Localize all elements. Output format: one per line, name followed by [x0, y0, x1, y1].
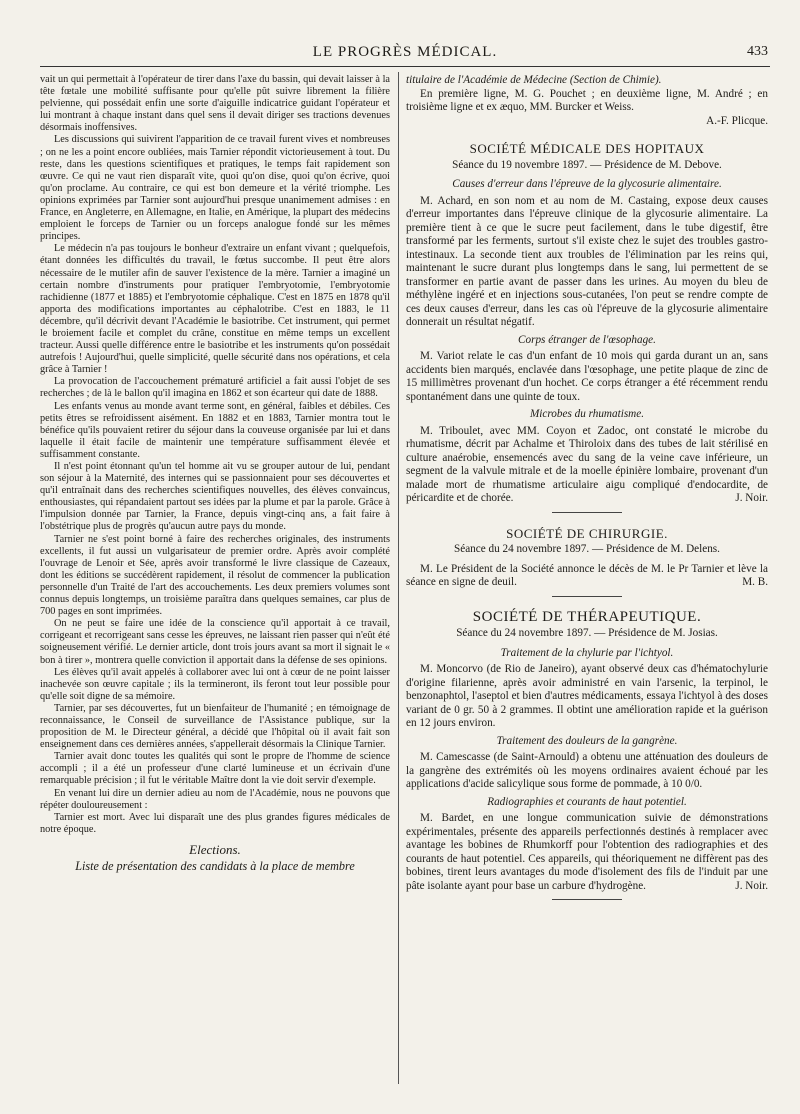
paragraph: Tarnier est mort. Avec lui disparaît une des plus grandes figures médicales de notre époque.	[40, 811, 390, 835]
author-signature: J. Noir.	[735, 879, 768, 892]
section-separator	[552, 596, 622, 597]
running-title: LE PROGRÈS MÉDICAL.	[312, 44, 498, 60]
topic-paragraph	[406, 195, 768, 330]
paragraph: vait un qui permettait à l'opérateur de tirer dans l'axe du bassin, qui devait laisser à la tête fœtale une mobilité suffisante pour qu'elle pût suivre librement la filière pelvienne, qui possédait enfin une sorte d'aiguille indicatrice guidant l'opérateur et lui montrant à chaque instant dans quel sens il devait diriger ses tractions devenues désormais inoffensives.	[40, 74, 390, 134]
paragraph: Il n'est point étonnant qu'un tel homme ait vu se grouper autour de lui, pendant son séjour à la Maternité, des internes qui se passionnaient pour ses découvertes et qu'il entraînait dans des recherches scientifiques nouvelles, des élèves convaincus, enthousiastes, qui répandaient partout ses idées par la plume et par la parole. Grâce à l'impulsion donnée par Tarnier, la France, depuis vingt-cinq ans, a fait faire à l'obstétrique plus de progrès qu'aucun autre pays du monde.	[40, 461, 390, 533]
paragraph: Le médecin n'a pas toujours le bonheur d'extraire un enfant vivant ; quelquefois, étant données les difficultés du travail, le fœtus succombe. Il peut être alors nécessaire de le mutiler afin de sauver l'existence de la mère. Tarnier a imaginé un certain nombre d'instruments pour pratiquer l'embryotomie, l'embryotomie rachidienne (1877 et 1885) et l'embryotomie céphalique. C'est en 1875 en 1878 qu'il apporta des modifications importantes au céphalotribe. C'est en 1883, le 11 décembre, qu'il décrivit devant l'Académie le basiotribe. Cet instrument, qui permet le broiement facile et complet du crâne, constitue en même temps un excellent tracteur. Aussi quelle différence entre le basiotribe et les instruments qu'on possédait autrefois ! Aujourd'hui, quelle simplicité, quelle sécurité dans nos opérations, et cela grâce à Tarnier !	[40, 243, 390, 376]
page-number: 433	[747, 44, 768, 59]
paragraph: Les discussions qui suivirent l'apparition de ce travail furent vives et nombreuses ; on ne les a point encore oubliées, mais Tarnier répondit victorieusement à tout. Du reste, dans les questions scientifiques et pratiques, le temps fait rapidement son œuvre. Ce qui ne vaut rien disparaît vite, quoi qu'on dise, quoi qu'on écrive, quoi qu'on proclame. Au contraire, ce qui est bon demeure et la vérité triomphe. Les opinions exprimées par Tarnier sont aujourd'hui presque unanimement admises : en France, en Angleterre, en Allemagne, en Italie, en Amérique, la plupart des médecins emploient le forceps de Tarnier ou un forceps analogue fondé sur les mêmes principes.	[40, 134, 390, 243]
elections-heading: Elections.	[189, 841, 241, 857]
topic-text: M. Variot relate le cas d'un enfant de 10 mois qui garda durant un an, sans accidents bien marqués, enclavée dans l'œsophage, une petite plaque de zinc de 15 millimètres provenant d'un hochet. Ce corps étranger a été récemment rendu spontanément dans une quinte de toux.	[406, 350, 768, 403]
topic-paragraph	[406, 663, 768, 731]
topic-text: M. Le Président de la Société annonce le décès de M. le Pr Tarnier et lève la séance en signe de deuil.	[406, 562, 768, 588]
section-separator	[552, 899, 622, 900]
academie-ranking: En première ligne, M. G. Pouchet ; en deuxième ligne, M. André ; en troisième ligne et ex æquo, MM. Burcker et Weiss.	[406, 87, 768, 113]
society-title: SOCIÉTÉ MÉDICALE DES HOPITAUX	[469, 141, 705, 156]
paragraph: Tarnier avait donc toutes les qualités qui sont le propre de l'homme de science accompli ; il a été un professeur d'une clarté lumineuse et un écrivain d'une remarquable précision ; il fut le véritable Maître dont la vie doit servir d'exemple.	[40, 751, 390, 787]
topic-paragraph	[406, 350, 768, 404]
paragraph: Tarnier, par ses découvertes, fut un bienfaiteur de l'humanité ; en témoignage de reconnaissance, le Conseil de surveillance de l'Assistance publique, sur la proposition de M. le Directeur général, a décidé que l'hôpital où il avait fait son enseignement dans ces dernières années, s'appellerait désormais la Clinique Tarnier.	[40, 702, 390, 751]
topic-text: M. Achard, en son nom et au nom de M. Castaing, expose deux causes d'erreur importantes dans l'épreuve clinique de la glycosurie alimentaire. La première tient à ce que le sucre peut facilement, dans le tube digestif, être transformé par les ferments, surtout s'il existe chez le sujet des troubles gastro-intestinaux. La seconde tient aux troubles de l'élimination par les reins qui, maintenant le sucre durant plus longtemps dans le sang, lui permettent de se transformer en partie avant de passer dans les urines. Au moyen du bleu de méthylène ingéré et en injections sous-cutanées, l'on peut se rendre compte de ces deux causes d'erreur, dans les cas où l'épreuve de la glycosurie alimentaire donnerait un résultat négatif.	[406, 194, 768, 328]
topic-subtitle: Corps étranger de l'œsophage.	[518, 333, 656, 346]
society-title: SOCIÉTÉ DE CHIRURGIE.	[506, 525, 668, 541]
topic-text: M. Triboulet, avec MM. Coyon et Zadoc, ont constaté le microbe du rhumatisme, décrit par Achalme et Thiroloix dans des tubes de lait stérilisé en culture anaérobie, ensemencés avec du sang de la veine cave inférieure, un segment de la valvule mitrale et de la moelle épinière lombaire, provenant d'un malade mort de rhumatisme articulaire aigu compliqué d'endocardite, de péricardite et de chorée.	[406, 424, 768, 504]
page-header	[40, 40, 770, 67]
candidates-list-heading: Liste de présentation des candidats à la place de membre	[75, 859, 355, 873]
paragraph: En venant lui dire un dernier adieu au nom de l'Académie, nous ne pouvons que répéter douloureusement :	[40, 787, 390, 811]
academie-intro: titulaire de l'Académie de Médecine (Section de Chimie).	[406, 74, 662, 86]
topic-paragraph	[406, 751, 768, 792]
signature: A.-F. Plicque.	[706, 114, 768, 127]
right-column	[406, 74, 768, 1090]
topic-subtitle: Traitement de la chylurie par l'ichtyol.	[500, 646, 674, 659]
topic-paragraph	[406, 812, 768, 893]
topic-text: M. Moncorvo (de Rio de Janeiro), ayant observé deux cas d'hématochylurie d'origine filarienne, après avoir administré en vain l'arsenic, la terpinol, le benzonaphtol, l'aseptol et bien d'autres médicaments, essaya l'ichtyol à des doses variant de 0 gr. 50 à 2 grammes. Il obtint une amélioration rapide et la guérison en 12 jours environ.	[406, 663, 768, 729]
topic-text: M. Bardet, en une longue communication suivie de démonstrations expérimentales, présente des appareils perfectionnés destinés à remplacer avec avantage les bobines de Rhumkorff pour l'obtention des radiographies et des courants de haut potentiel. Ces appareils, qui théoriquement ne diffèrent pas des bobines, tirent leurs avantages du mode d'isolement des fils de l'induit par une pâte isolante ayant pour base un carbure d'hydrogène.	[406, 812, 768, 892]
paragraph: Les enfants venus au monde avant terme sont, en général, faibles et débiles. Ces petits êtres se refroidissent aisément. En 1882 et en 1883, Tarnier montra tout le bénéfice qu'ils pouvaient retirer du séjour dans la couveuse organisée par lui et dans laquelle il était facile de maintenir une température suffisamment élevée et suffisamment constante.	[40, 400, 390, 460]
paragraph: Les élèves qu'il avait appelés à collaborer avec lui ont à cœur de ne point laisser inachevée son œuvre capitale ; ils la termineront, ils feront tout leur possible pour qu'elle soit digne de sa mémoire.	[40, 666, 390, 702]
paragraph: La provocation de l'accouchement prématuré artificiel a fait aussi l'objet de ses recherches ; de là le ballon qu'il imagina en 1862 et son écarteur qui date de 1888.	[40, 376, 390, 400]
seance-line: Séance du 19 novembre 1897. — Présidence de M. Debove.	[452, 158, 722, 171]
topic-paragraph	[406, 563, 768, 590]
topic-text: M. Camescasse (de Saint-Arnould) a obtenu une atténuation des douleurs de la gangrène des extrémités où les moyens ordinaires avaient échoué par les applications d'acide salicylique sous forme de pommade, à 10 0/0.	[406, 751, 768, 790]
topic-subtitle: Traitement des douleurs de la gangrène.	[496, 734, 678, 747]
topic-subtitle: Microbes du rhumatisme.	[529, 408, 645, 420]
society-title: SOCIÉTÉ DE THÉRAPEUTIQUE.	[472, 608, 702, 625]
column-divider	[398, 72, 399, 1084]
left-column	[40, 74, 390, 1090]
topic-paragraph	[406, 425, 768, 506]
section-separator	[552, 512, 622, 513]
paragraph: Tarnier ne s'est point borné à faire des recherches originales, des instruments excellents, il fut aussi un vulgarisateur de premier ordre. Après avoir complété l'ouvrage de Lenoir et Sée, après avoir transformé le livre classique de Cazeaux, dont les éditions se succédèrent rapidement, il résolut de commencer la publication personnelle d'un Traité de l'art des accouchements. Les deux premiers volumes sont connus depuis longtemps, un troisième paraîtra dans quelques semaines, car plus de 700 pages en sont imprimées.	[40, 533, 390, 618]
society-sections	[406, 142, 768, 900]
topic-subtitle: Radiographies et courants de haut potentiel.	[487, 795, 687, 808]
seance-line: Séance du 24 novembre 1897. — Présidence de M. Delens.	[454, 543, 720, 555]
author-signature: J. Noir.	[735, 492, 768, 504]
topic-subtitle: Causes d'erreur dans l'épreuve de la glycosurie alimentaire.	[452, 178, 722, 190]
author-signature: M. B.	[742, 576, 768, 588]
paragraph: On ne peut se faire une idée de la conscience qu'il apportait à ce travail, corrigeant et recorrigeant sans cesse les épreuves, ne laissant rien passer qui n'eût été soigneusement vérifié. Le dernier article, dont trois jours avant sa mort il signait le « bon à tirer », montrera quelle conviction il apportait dans la défense de ses opinions.	[40, 618, 390, 666]
seance-line: Séance du 24 novembre 1897. — Présidence de M. Josias.	[456, 627, 718, 639]
